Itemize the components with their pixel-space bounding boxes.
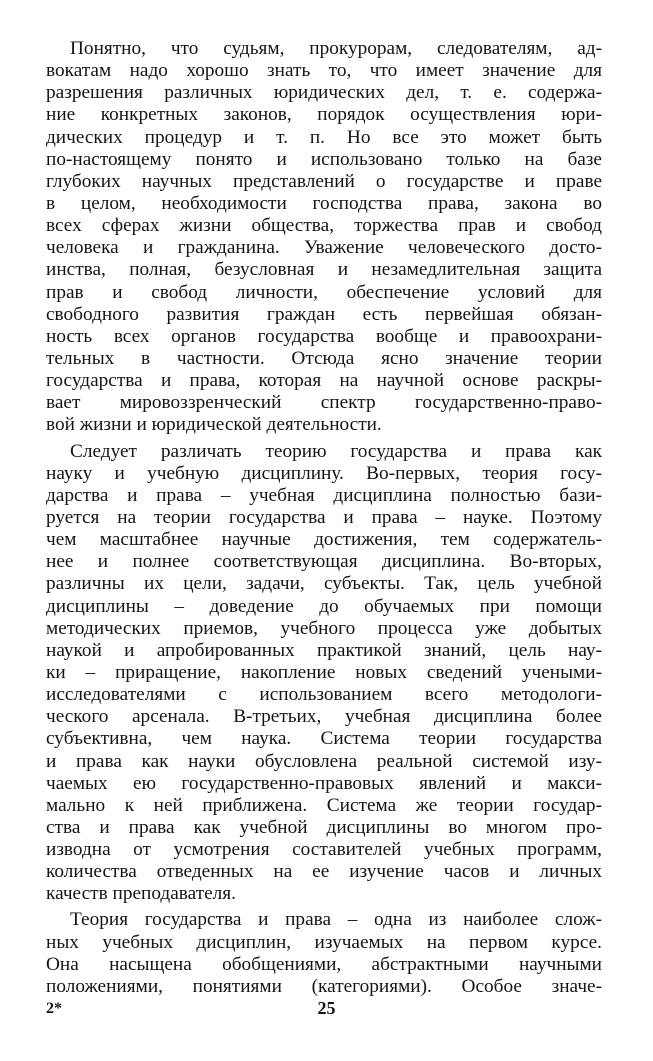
page-number: 25: [317, 998, 336, 1018]
text-line: различны их цели, задачи, субъекты. Так, цель учебной: [46, 573, 602, 595]
text-line: всех сферах жизни общества, торжества прав и свобод: [46, 215, 602, 237]
text-line: качеств преподавателя.: [46, 883, 236, 905]
text-line: руется на теории государства и права – науке. Поэтому: [46, 506, 602, 528]
text-line: ческого арсенала. В-третьих, учебная дисциплина более: [46, 706, 602, 728]
text-line: разрешения различных юридических дел, т. е. содержа-: [46, 82, 602, 104]
text-line: чем масштабнее научные достижения, тем содержатель-: [46, 529, 602, 551]
text-line: Следует различать теорию государства и права как: [70, 440, 602, 462]
text-line: Она насыщена обобщениями, абстрактными научными: [46, 953, 602, 975]
text-line: глубоких научных представлений о государстве и праве: [46, 170, 602, 192]
text-line: наукой и апробированных практикой знаний, цель нау-: [46, 639, 602, 661]
text-line: государства и права, которая на научной основе раскры-: [46, 370, 602, 392]
paragraph-3: [46, 909, 602, 998]
text-line: ных учебных дисциплин, изучаемых на первом курсе.: [46, 931, 602, 953]
text-line: ние конкретных законов, порядок осуществления юри-: [46, 104, 602, 126]
paragraph-2: [46, 441, 602, 906]
text-line: свободного развития граждан есть первейшая обязан-: [46, 303, 602, 325]
text-line: мально к ней приближена. Система же теории государ-: [46, 794, 602, 816]
text-line: ства и права как учебной дисциплины во многом про-: [46, 816, 602, 838]
text-line: нее и полнее соответствующая дисциплина. Во-вторых,: [46, 551, 602, 573]
text-line: тельных в частности. Отсюда ясно значение теории: [46, 347, 602, 369]
text-line: количества отведенных на ее изучение часов и личных: [46, 861, 602, 883]
paragraph-1: [46, 38, 602, 437]
text-line: ность всех органов государства вообще и правоохрани-: [46, 325, 602, 347]
body-text: [46, 38, 602, 998]
text-line: науку и учебную дисциплину. Во-первых, теория госу-: [46, 462, 602, 484]
text-line: субъективна, чем наука. Система теории государства: [46, 728, 602, 750]
text-line: положениями, понятиями (категориями). Особое значе-: [46, 975, 602, 997]
text-line: вокатам надо хорошо знать то, что имеет значение для: [46, 60, 602, 82]
text-line: в целом, необходимости господства права, закона во: [46, 192, 602, 214]
text-line: методических приемов, учебного процесса уже добытых: [46, 617, 602, 639]
text-line: исследователями с использованием всего методологи-: [46, 684, 602, 706]
text-line: человека и гражданина. Уважение человеческого досто-: [46, 237, 602, 259]
text-line: дических процедур и т. п. Но все это может быть: [46, 126, 602, 148]
text-line: по-настоящему понято и использовано только на базе: [46, 148, 602, 170]
text-line: вает мировоззренческий спектр государственно-право-: [46, 392, 602, 414]
text-line: Понятно, что судьям, прокурорам, следователям, ад-: [70, 38, 602, 59]
text-line: ки – приращение, накопление новых сведений учеными-: [46, 661, 602, 683]
text-line: дарства и права – учебная дисциплина полностью бази-: [46, 484, 602, 506]
text-line: инства, полная, безусловная и незамедлительная защита: [46, 259, 602, 281]
signature-mark: 2*: [46, 1000, 62, 1017]
text-line: вой жизни и юридической деятельности.: [46, 414, 382, 436]
text-line: и права как науки обусловлена реальной системой изу-: [46, 750, 602, 772]
text-line: дисциплины – доведение до обучаемых при помощи: [46, 595, 602, 617]
text-line: Теория государства и права – одна из наиболее слож-: [70, 909, 602, 931]
text-line: чаемых ею государственно-правовых явлений и макси-: [46, 772, 602, 794]
text-line: прав и свобод личности, обеспечение условий для: [46, 281, 602, 303]
text-line: изводна от усмотрения составителей учебных программ,: [46, 839, 602, 861]
